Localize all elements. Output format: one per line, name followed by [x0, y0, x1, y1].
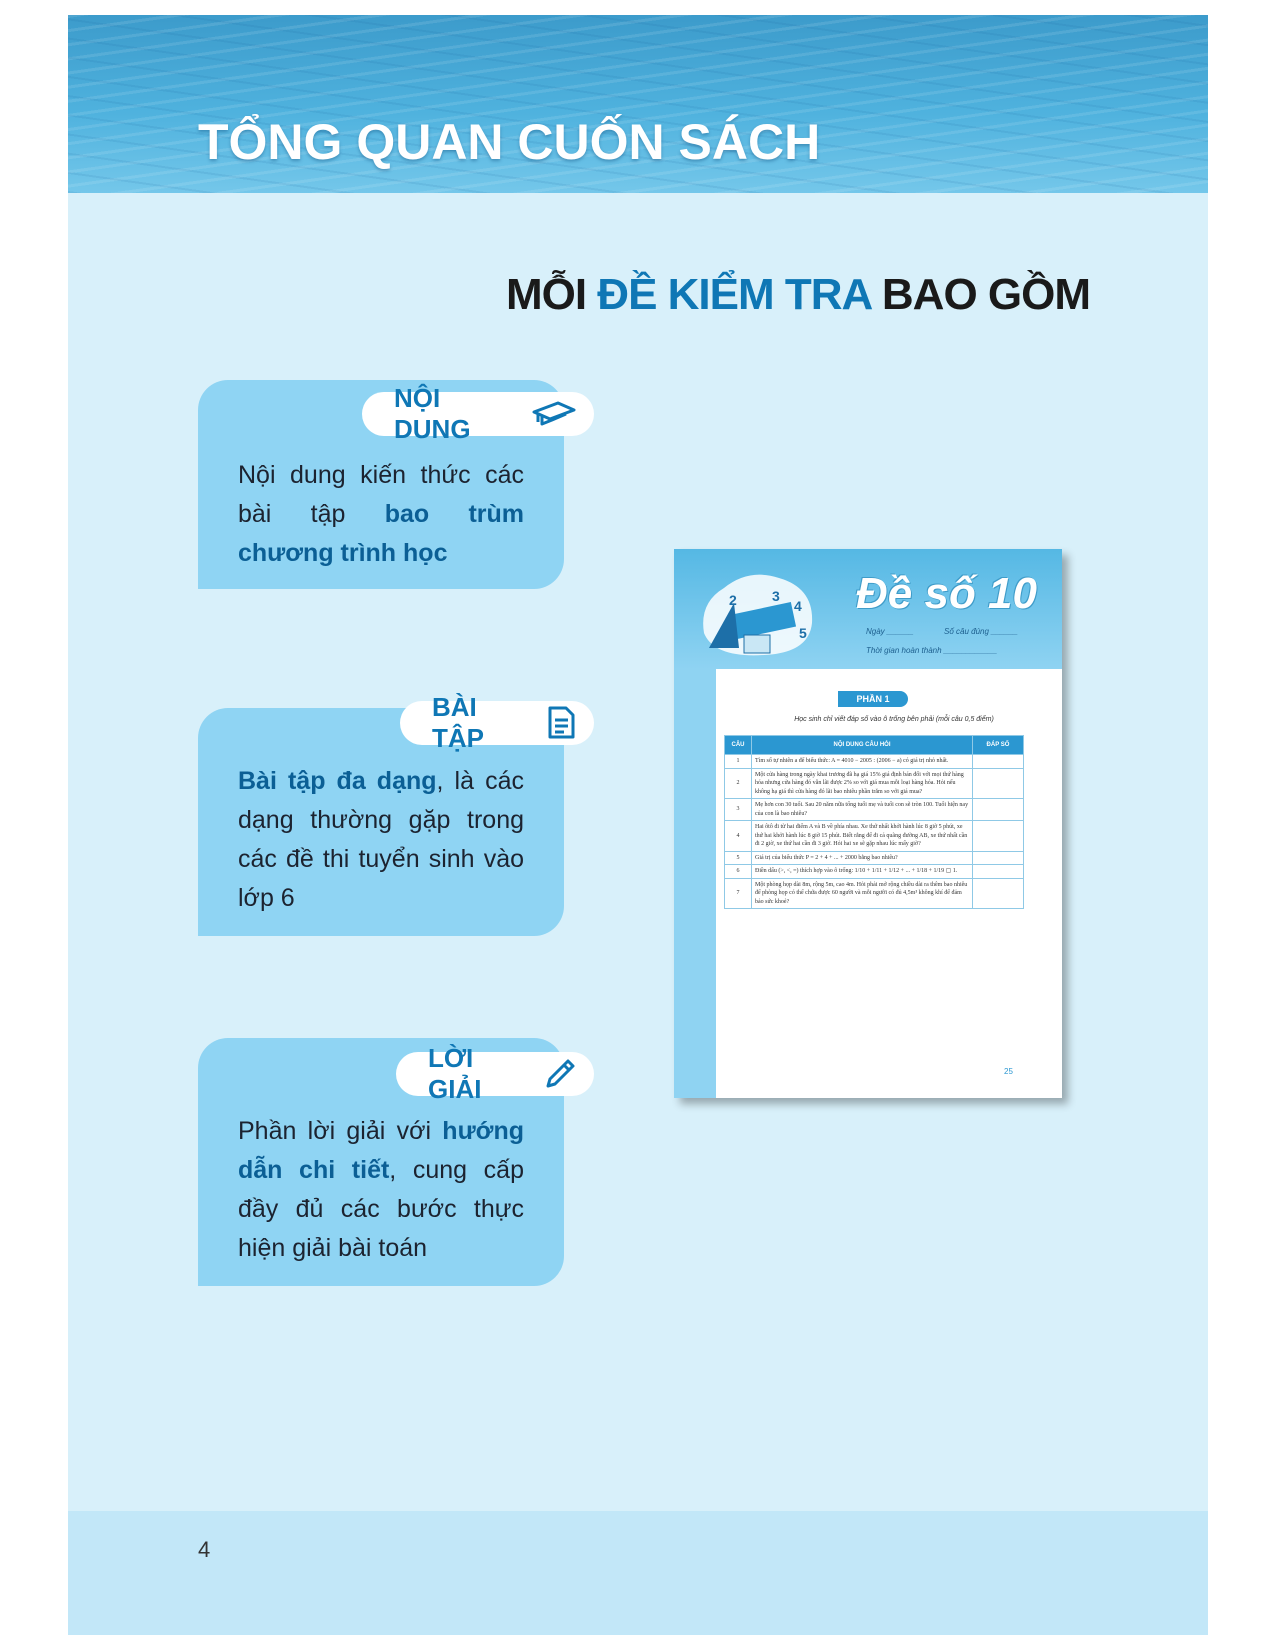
footer	[68, 1511, 1208, 1635]
thumbnail-page-number: 25	[1004, 1067, 1013, 1076]
document-icon	[546, 706, 576, 740]
section-heading	[506, 270, 1090, 320]
thumbnail-field-correct: Số câu đúng ______	[944, 627, 1018, 636]
label-bai-tap: BÀI TẬP	[400, 701, 594, 745]
table-row: 2 Một cửa hàng trong ngày khai trương đã hạ giá 15% giá định bán đối với mọi thứ hàng hóa nhưng cửa hàng đó vẫn lãi được 2% so với giá mua mỗi loại hàng hóa. Hỏi nếu không hạ giá thì cửa hàng đó lãi bao nhiêu phần trăm so với giá mua?	[725, 768, 1024, 799]
column-header: CÂU	[725, 736, 752, 755]
page	[68, 15, 1208, 1635]
thumbnail-sidebar	[674, 669, 716, 1098]
table-row: 7 Một phòng họp dài 8m, rộng 5m, cao 4m. Hỏi phải mở rộng chiều dài ra thêm bao nhiêu để phòng họp có thể chứa được 60 người và mỗi người có đủ 4,5m³ không khí để đảm bảo sức khoẻ?	[725, 878, 1024, 909]
pen-icon	[544, 1058, 576, 1090]
thumbnail-field-date: Ngày ______	[866, 627, 914, 636]
table-row: 4 Hai ôtô đi từ hai điểm A và B về phía nhau. Xe thứ nhất khởi hành lúc 8 giờ 5 phút, xe thứ hai khởi hành lúc 8 giờ 15 phút. Biết rằng để đi cả quãng đường AB, xe thứ nhất cần đi 2 giờ, xe thứ hai cần đi 3 giờ. Hỏi hai xe sẽ gặp nhau lúc mấy giờ?	[725, 821, 1024, 852]
thumbnail-field-time: Thời gian hoàn thành ____________	[866, 646, 998, 655]
column-header: NỘI DUNG CÂU HỎI	[752, 736, 973, 755]
table-row: 1 Tìm số tự nhiên a để biểu thức: A = 4010 − 2005 : (2006 − a) có giá trị nhỏ nhất.	[725, 755, 1024, 769]
table-row: 5 Giá trị của biểu thức P = 2 + 4 + ... + 2000 bằng bao nhiêu?	[725, 851, 1024, 865]
card-text: Nội dung kiến thức các bài tập bao trùm chương trình học	[238, 461, 524, 567]
svg-text:5: 5	[799, 625, 807, 641]
table-row: 6 Điền dấu (>, <, =) thích hợp vào ô trống: 1/10 + 1/11 + 1/12 + ... + 1/18 + 1/19 ▢ 1.	[725, 865, 1024, 879]
label-noi-dung: NỘI DUNG	[362, 392, 594, 436]
banner	[68, 15, 1208, 193]
thumbnail-section-badge: PHẦN 1	[838, 691, 908, 707]
heading-part-3: BAO GỒM	[870, 270, 1090, 319]
thumbnail-title: Đề số 10	[856, 569, 1037, 618]
thumbnail-question-table	[724, 735, 1024, 909]
svg-text:2: 2	[729, 592, 737, 608]
banner-title: TỔNG QUAN CUỐN SÁCH	[198, 114, 821, 170]
label-loi-giai: LỜI GIẢI	[396, 1052, 594, 1096]
card-text: Bài tập đa dạng, là các dạng thường gặp trong các đề thi tuyển sinh vào lớp 6	[238, 767, 524, 912]
card-text: Phần lời giải với hướng dẫn chi tiết, cung cấp đầy đủ các bước thực hiện giải bài toán	[238, 1117, 524, 1262]
heading-part-1: MỖI	[505, 270, 598, 319]
column-header: ĐÁP SỐ	[973, 736, 1024, 755]
graduation-cap-icon	[532, 400, 576, 428]
math-illustration-icon	[694, 563, 824, 663]
svg-text:4: 4	[794, 598, 802, 614]
sample-test-page-thumbnail	[674, 549, 1062, 1098]
page-number: 4	[198, 1537, 211, 1562]
thumbnail-instruction: Học sinh chỉ viết đáp số vào ô trống bên phải (mỗi câu 0,5 điểm)	[794, 716, 994, 723]
table-row: 3 Mẹ hơn con 30 tuổi. Sau 20 năm nữa tổng tuổi mẹ và tuổi con sẽ tròn 100. Tuổi hiện nay của con là bao nhiêu?	[725, 799, 1024, 821]
svg-text:3: 3	[772, 588, 780, 604]
heading-part-2: ĐỀ KIỂM TRA	[597, 270, 871, 319]
thumbnail-header	[674, 549, 1062, 669]
